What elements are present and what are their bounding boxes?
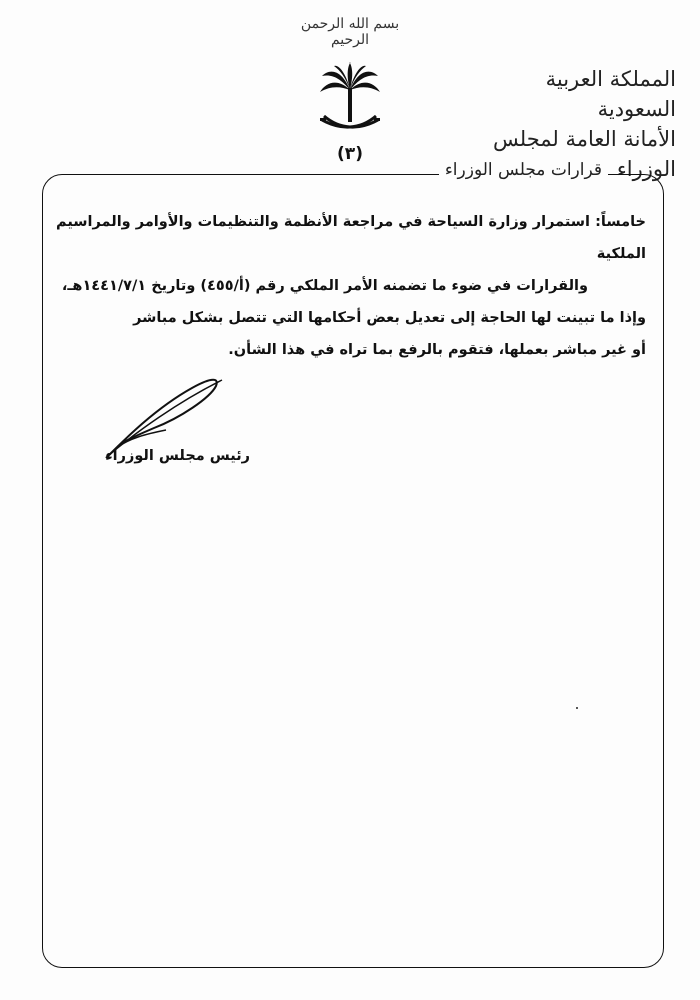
basmala: بسم الله الرحمن الرحيم [300, 16, 400, 48]
frame-label: قرارات مجلس الوزراء [439, 160, 608, 180]
scan-speck [576, 707, 578, 709]
body-line-1-text: استمرار وزارة السياحة في مراجعة الأنظمة والتنظيمات والأوامر والمراسيم الملكية [56, 214, 646, 262]
org-line-secretariat: الأمانة العامة لمجلس الوزراء [492, 127, 676, 181]
body-line-2: والقرارات في ضوء ما تضمنه الأمر الملكي رقم (أ/٤٥٥) وتاريخ ١٤٤١/٧/١هـ، [61, 278, 588, 294]
body-line-3: وإذا ما تبينت لها الحاجة إلى تعديل بعض أحكامها التي تتصل بشكل مباشر [133, 310, 646, 326]
decision-body [56, 206, 646, 366]
clause-label: خامساً: [595, 214, 646, 230]
signer-title: رئيس مجلس الوزراء [105, 448, 250, 464]
org-line-kingdom: المملكة العربية السعودية [545, 67, 676, 121]
body-line-1 [56, 206, 646, 270]
body-line-4: أو غير مباشر بعملها، فتقوم بالرفع بما تراه في هذا الشأن. [228, 342, 646, 358]
palm-swords-emblem-icon [316, 60, 384, 142]
page-number: (٣) [337, 144, 363, 164]
